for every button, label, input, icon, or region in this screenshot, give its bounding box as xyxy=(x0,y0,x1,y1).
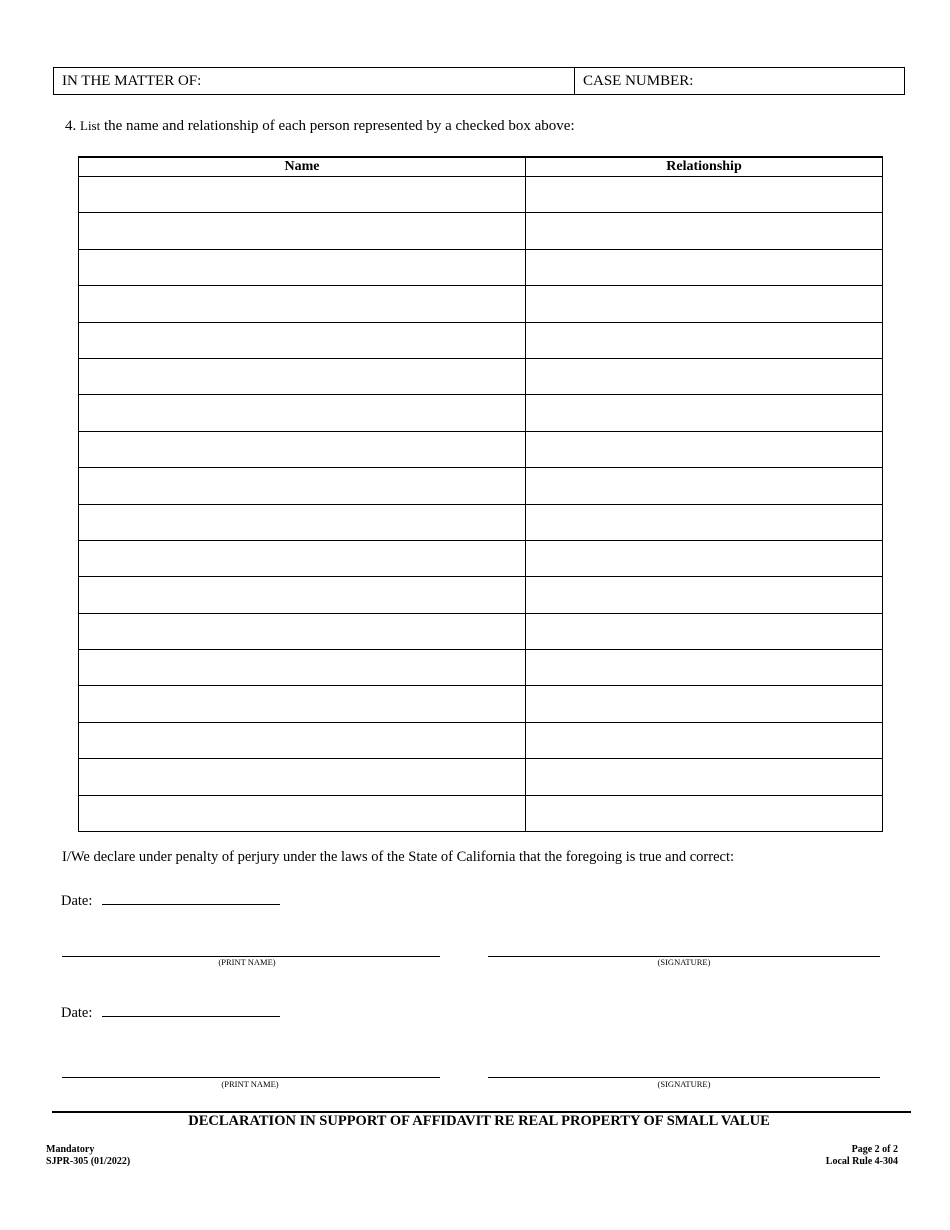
relationship-cell[interactable] xyxy=(526,395,883,431)
signature-caption: (SIGNATURE) xyxy=(657,957,711,967)
date-row-2 xyxy=(61,1002,280,1022)
form-number: SJPR-305 (01/2022) xyxy=(46,1156,131,1167)
name-cell[interactable] xyxy=(79,395,526,431)
date-label: Date: xyxy=(61,1005,93,1021)
table-row xyxy=(79,759,883,795)
matter-field[interactable]: IN THE MATTER OF: xyxy=(54,68,575,94)
table-row xyxy=(79,650,883,686)
case-number-field[interactable]: CASE NUMBER: xyxy=(583,73,694,89)
mandatory-label: Mandatory xyxy=(46,1144,95,1155)
footer-right xyxy=(826,1144,898,1168)
relationship-cell[interactable] xyxy=(526,577,883,613)
relationship-cell[interactable] xyxy=(526,358,883,394)
footer-left xyxy=(46,1144,130,1168)
relationship-cell[interactable] xyxy=(526,431,883,467)
name-cell[interactable] xyxy=(79,540,526,576)
name-cell[interactable] xyxy=(79,468,526,504)
name-cell[interactable] xyxy=(79,286,526,322)
table-row xyxy=(79,613,883,649)
relationship-cell[interactable] xyxy=(526,795,883,831)
persons-table xyxy=(78,156,883,832)
table-row xyxy=(79,177,883,213)
name-cell[interactable] xyxy=(79,358,526,394)
relationship-cell[interactable] xyxy=(526,504,883,540)
relationship-cell[interactable] xyxy=(526,322,883,358)
name-cell[interactable] xyxy=(79,722,526,758)
item-number: 4. xyxy=(65,118,77,134)
table-row xyxy=(79,358,883,394)
column-header-relationship: Relationship xyxy=(526,157,883,177)
relationship-cell[interactable] xyxy=(526,613,883,649)
name-cell[interactable] xyxy=(79,686,526,722)
relationship-cell[interactable] xyxy=(526,650,883,686)
name-cell[interactable] xyxy=(79,213,526,249)
name-cell[interactable] xyxy=(79,759,526,795)
relationship-cell[interactable] xyxy=(526,686,883,722)
item-text: the name and relationship of each person represented by a checked box above: xyxy=(100,118,575,134)
relationship-cell[interactable] xyxy=(526,213,883,249)
table-row xyxy=(79,468,883,504)
name-cell[interactable] xyxy=(79,613,526,649)
case-header xyxy=(53,67,905,95)
name-cell[interactable] xyxy=(79,504,526,540)
table-row xyxy=(79,322,883,358)
local-rule: Local Rule 4-304 xyxy=(825,1156,898,1167)
declaration-text: I/We declare under penalty of perjury under the laws of the State of California that the foregoing is true and correct: xyxy=(62,849,735,865)
table-row xyxy=(79,795,883,831)
table-row xyxy=(79,213,883,249)
relationship-cell[interactable] xyxy=(526,722,883,758)
name-cell[interactable] xyxy=(79,795,526,831)
relationship-cell[interactable] xyxy=(526,286,883,322)
table-row xyxy=(79,722,883,758)
date-input[interactable] xyxy=(102,890,280,905)
page-number: Page 2 of 2 xyxy=(851,1144,898,1155)
item-lead: List xyxy=(80,118,101,133)
column-header-name: Name xyxy=(79,157,526,177)
date-label: Date: xyxy=(61,893,93,909)
relationship-cell[interactable] xyxy=(526,540,883,576)
relationship-cell[interactable] xyxy=(526,177,883,213)
table-row xyxy=(79,431,883,467)
table-row xyxy=(79,395,883,431)
date-row-1 xyxy=(61,890,280,910)
relationship-cell[interactable] xyxy=(526,468,883,504)
relationship-cell[interactable] xyxy=(526,249,883,285)
name-cell[interactable] xyxy=(79,577,526,613)
table-row xyxy=(79,686,883,722)
name-cell[interactable] xyxy=(79,322,526,358)
name-cell[interactable] xyxy=(79,650,526,686)
name-cell[interactable] xyxy=(79,177,526,213)
table-row xyxy=(79,249,883,285)
table-row xyxy=(79,577,883,613)
relationship-cell[interactable] xyxy=(526,759,883,795)
print-name-caption: (PRINT NAME) xyxy=(221,1079,279,1089)
name-cell[interactable] xyxy=(79,431,526,467)
table-row xyxy=(79,540,883,576)
signature-line-2[interactable] xyxy=(488,1077,880,1078)
print-name-caption: (PRINT NAME) xyxy=(218,957,276,967)
name-cell[interactable] xyxy=(79,249,526,285)
date-input[interactable] xyxy=(102,1002,280,1017)
table-row xyxy=(79,504,883,540)
item-4-instruction xyxy=(65,118,575,135)
table-row xyxy=(79,286,883,322)
print-name-line-2[interactable] xyxy=(62,1077,440,1078)
form-title: DECLARATION IN SUPPORT OF AFFIDAVIT RE REAL PROPERTY OF SMALL VALUE xyxy=(188,1113,770,1129)
signature-caption: (SIGNATURE) xyxy=(657,1079,711,1089)
